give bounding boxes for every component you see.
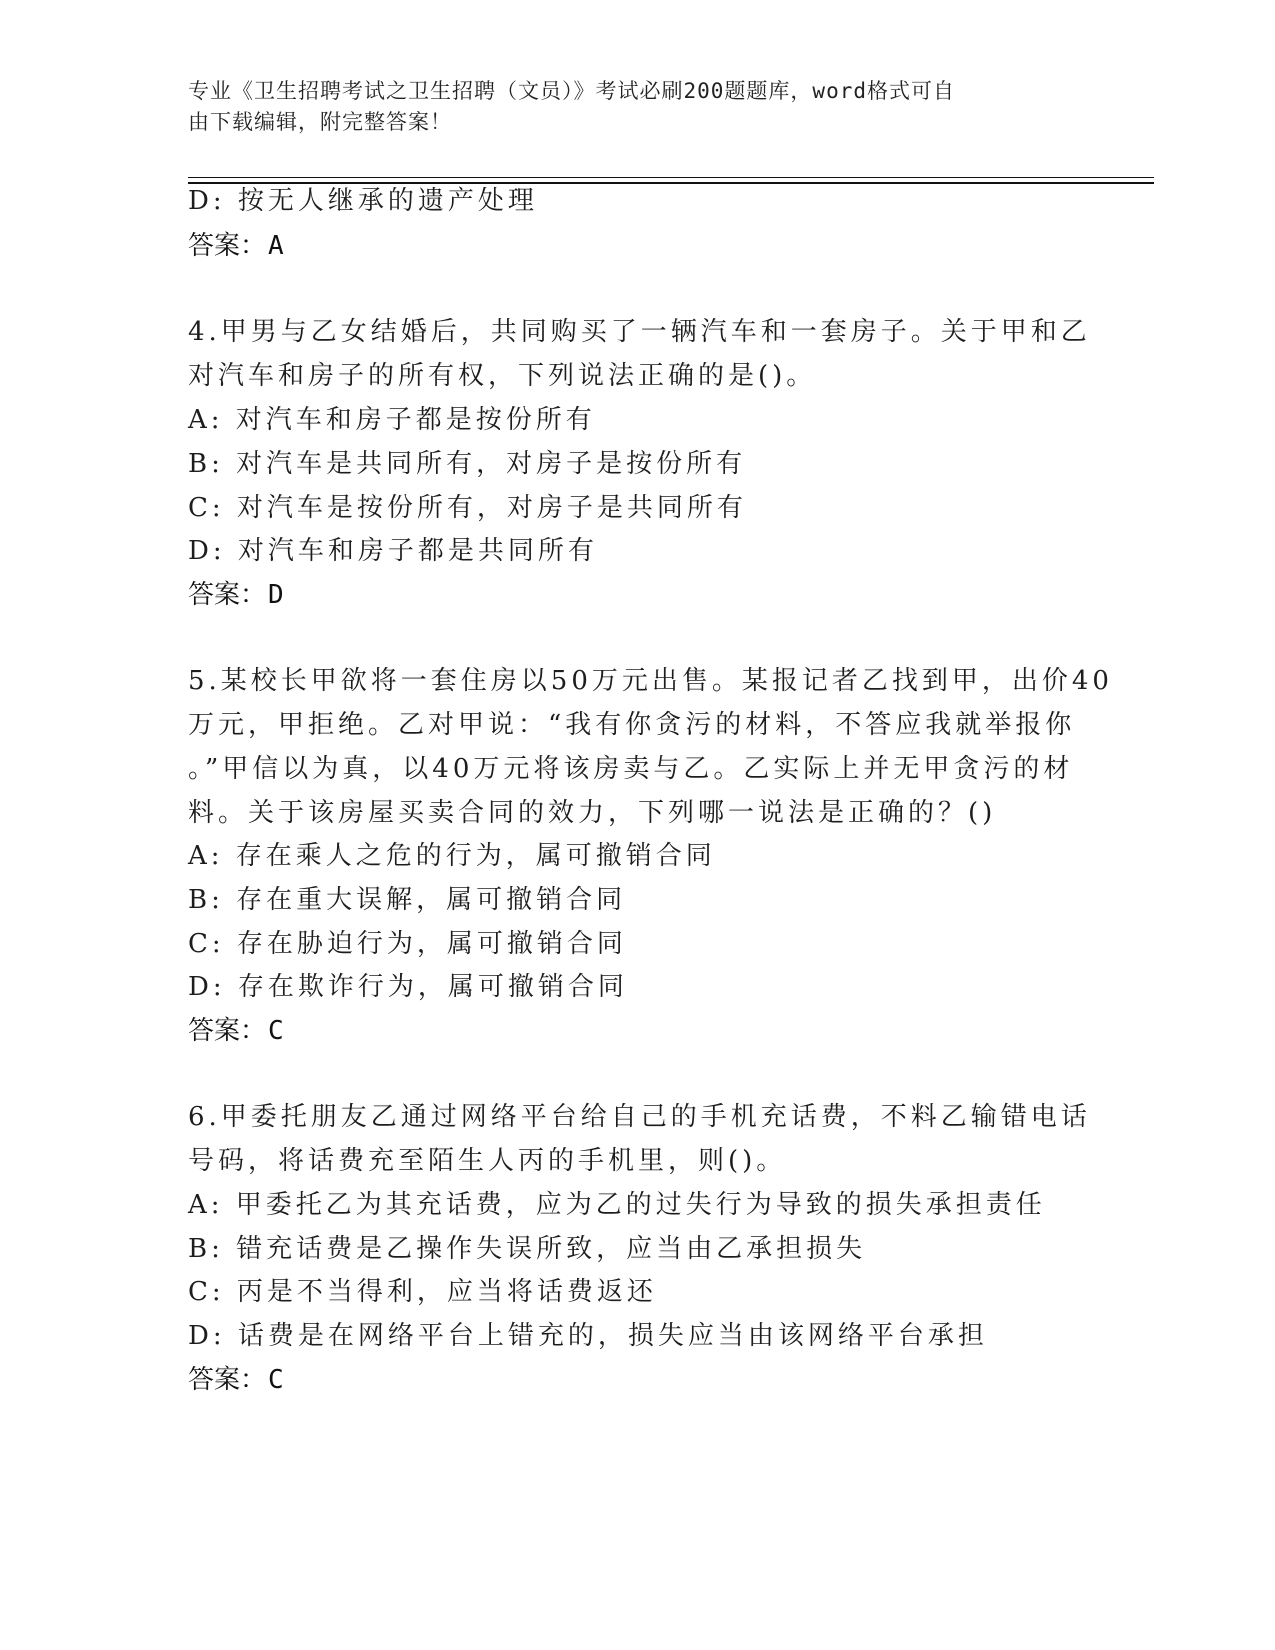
answer-value: C (268, 1365, 284, 1395)
carryover-answer (188, 229, 284, 263)
question-5-answer (188, 1014, 284, 1048)
question-4-option-a: A: 对汽车和房子都是按份所有 (188, 405, 596, 435)
answer-value: C (268, 1016, 284, 1046)
question-6-option-a: A: 甲委托乙为其充话费，应为乙的过失行为导致的损失承担责任 (188, 1190, 1046, 1220)
question-5-option-a: A: 存在乘人之危的行为，属可撤销合同 (188, 841, 716, 871)
question-4-stem-line-2: 对汽车和房子的所有权，下列说法正确的是()。 (188, 361, 817, 391)
header-divider-thin (188, 177, 1154, 178)
question-6-stem-line-2: 号码，将话费充至陌生人丙的手机里，则()。 (188, 1146, 787, 1176)
header-line-2: 由下载编辑，附完整答案！ (188, 110, 452, 134)
answer-value: A (268, 231, 284, 261)
question-5-stem-line-4: 料。关于该房屋买卖合同的效力，下列哪一说法是正确的？() (188, 798, 997, 828)
question-5-option-d: D: 存在欺诈行为，属可撤销合同 (188, 972, 628, 1002)
question-5-stem-line-1: 5.某校长甲欲将一套住房以50万元出售。某报记者乙找到甲，出价40 (188, 666, 1113, 696)
question-5-option-c: C: 存在胁迫行为，属可撤销合同 (188, 929, 627, 959)
document-header (188, 76, 1088, 138)
answer-label: 答案： (188, 1365, 267, 1395)
answer-label: 答案： (188, 1016, 267, 1046)
answer-label: 答案： (188, 231, 267, 261)
question-5-stem-line-2: 万元，甲拒绝。乙对甲说：“我有你贪污的材料，不答应我就举报你 (188, 710, 1076, 740)
question-4-option-b: B: 对汽车是共同所有，对房子是按份所有 (188, 449, 747, 479)
question-4-option-c: C: 对汽车是按份所有，对房子是共同所有 (188, 493, 747, 523)
answer-value: D (268, 580, 284, 610)
question-5-stem-line-3: 。”甲信以为真，以40万元将该房卖与乙。乙实际上并无甲贪污的材 (188, 754, 1074, 784)
question-4-option-d: D: 对汽车和房子都是共同所有 (188, 536, 598, 566)
carryover-option-d: D: 按无人继承的遗产处理 (188, 186, 538, 216)
question-6-option-c: C: 丙是不当得利，应当将话费返还 (188, 1277, 657, 1307)
question-6-option-d: D: 话费是在网络平台上错充的，损失应当由该网络平台承担 (188, 1321, 988, 1351)
header-line-1: 专业《卫生招聘考试之卫生招聘（文员）》考试必刷200题题库，word格式可自 (188, 79, 955, 103)
question-4-stem-line-1: 4.甲男与乙女结婚后，共同购买了一辆汽车和一套房子。关于甲和乙 (188, 317, 1091, 347)
answer-label: 答案： (188, 580, 267, 610)
question-6-option-b: B: 错充话费是乙操作失误所致，应当由乙承担损失 (188, 1234, 867, 1264)
question-6-stem-line-1: 6.甲委托朋友乙通过网络平台给自己的手机充话费，不料乙输错电话 (188, 1102, 1091, 1132)
question-6-answer (188, 1363, 284, 1397)
question-5-option-b: B: 存在重大误解，属可撤销合同 (188, 885, 627, 915)
question-4-answer (188, 578, 284, 612)
